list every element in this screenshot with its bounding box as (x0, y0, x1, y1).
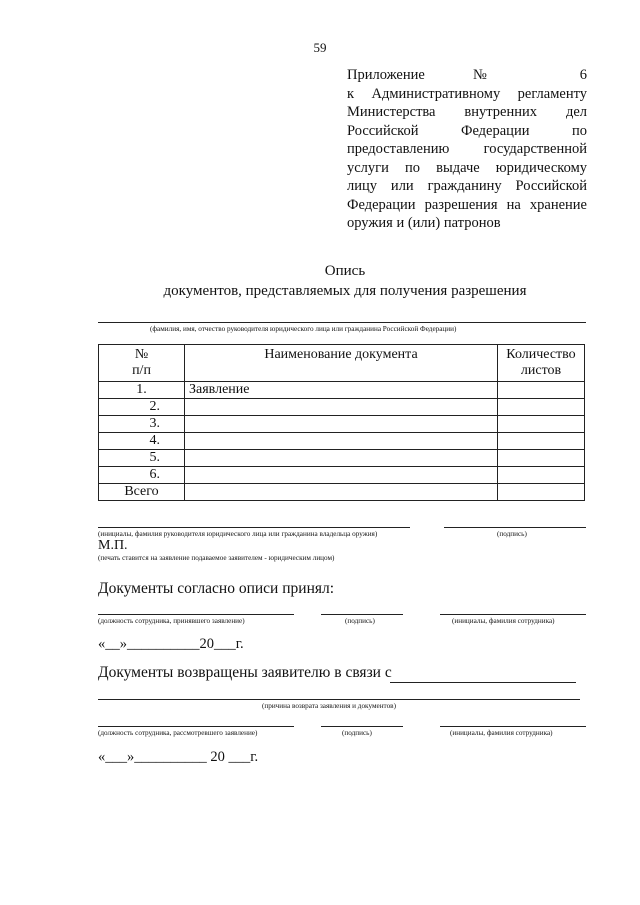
header-count-line1: Количество (506, 347, 576, 362)
returned-signature-line[interactable] (321, 726, 403, 727)
table-row (99, 416, 585, 433)
table-header-row (99, 345, 585, 382)
applicant-line[interactable] (98, 322, 586, 323)
appendix-line: Приложение № 6 (347, 67, 587, 83)
accepted-heading: Документы согласно описи принял: (98, 580, 335, 597)
row-number: 6. (99, 467, 185, 484)
returned-position-line[interactable] (98, 726, 294, 727)
row-number: 3. (99, 416, 185, 433)
row-number: 5. (99, 450, 185, 467)
table-row (99, 382, 585, 399)
row-sheet-count[interactable] (498, 382, 585, 399)
row-sheet-count[interactable] (498, 416, 585, 433)
appendix-line: лицу или гражданину Российской (347, 178, 587, 194)
row-sheet-count[interactable] (498, 399, 585, 416)
table-row (99, 433, 585, 450)
header-number-line2: п/п (132, 363, 151, 378)
appendix-line: Российской Федерации по (347, 122, 587, 139)
row-number: 1. (99, 382, 185, 399)
appendix-line: Федерации разрешения на хранение (347, 196, 587, 213)
returned-reason-caption: (причина возврата заявления и документов) (262, 702, 396, 710)
row-document-name[interactable] (185, 399, 498, 416)
page-number: 59 (313, 40, 327, 55)
header-document-name: Наименование документа (185, 345, 498, 382)
accepted-position-line[interactable] (98, 614, 294, 615)
header-count-line2: листов (520, 363, 562, 378)
row-document-name[interactable]: Заявление (185, 382, 498, 399)
row-document-name[interactable] (185, 467, 498, 484)
row-sheet-count[interactable] (498, 467, 585, 484)
document-subtitle: документов, представляемых для получения разрешения (163, 283, 527, 299)
accepted-position-caption: (должность сотрудника, принявшего заявление) (98, 617, 245, 625)
header-number-line1: № (134, 347, 149, 362)
accepted-signature-line[interactable] (321, 614, 403, 615)
row-sheet-count[interactable] (498, 450, 585, 467)
row-document-name[interactable] (185, 416, 498, 433)
returned-position-caption: (должность сотрудника, рассмотревшего заявление) (98, 729, 258, 737)
returned-name-caption: (инициалы, фамилия сотрудника) (450, 729, 553, 737)
appendix-line: предоставлению государственной (347, 141, 587, 157)
documents-table (98, 344, 585, 501)
total-blank (185, 484, 498, 501)
returned-heading: Документы возвращены заявителю в связи с (98, 664, 392, 681)
returned-name-line[interactable] (440, 726, 586, 727)
signer-signature-caption: (подпись) (497, 530, 527, 538)
row-sheet-count[interactable] (498, 433, 585, 450)
returned-reason-line[interactable] (98, 699, 580, 700)
table-total-row (99, 484, 585, 501)
signer-caption: (инициалы, фамилия руководителя юридического лица или гражданина владельца оружия) (98, 530, 378, 538)
row-document-name[interactable] (185, 433, 498, 450)
row-number: 2. (99, 399, 185, 416)
appendix-line: оружия и (или) патронов (347, 215, 501, 231)
stamp-label: М.П. (98, 538, 128, 553)
returned-date[interactable]: «___»__________ 20 ___г. (98, 749, 259, 765)
accepted-date[interactable]: «__»__________20___г. (98, 636, 244, 652)
returned-reason-inline-line[interactable] (390, 682, 576, 683)
signer-signature-line[interactable] (444, 527, 586, 528)
returned-signature-caption: (подпись) (342, 729, 372, 737)
appendix-block (347, 66, 587, 233)
total-count[interactable] (498, 484, 585, 501)
header-number (99, 345, 185, 382)
appendix-line: к Административному регламенту (347, 85, 587, 102)
appendix-line: Министерства внутренних дел (347, 104, 587, 120)
table-row (99, 467, 585, 484)
document-title: Опись (324, 263, 366, 279)
header-sheet-count (498, 345, 585, 382)
applicant-caption: (фамилия, имя, отчество руководителя юридического лица или гражданина Российской Федерации) (150, 325, 457, 333)
row-number: 4. (99, 433, 185, 450)
appendix-line: услуги по выдаче юридическому (347, 159, 587, 176)
total-label: Всего (99, 484, 185, 501)
row-document-name[interactable] (185, 450, 498, 467)
signer-line[interactable] (98, 527, 410, 528)
stamp-caption: (печать ставится на заявление подаваемое заявителем - юридическим лицом) (98, 554, 335, 562)
table-row (99, 450, 585, 467)
accepted-signature-caption: (подпись) (345, 617, 375, 625)
accepted-name-line[interactable] (440, 614, 586, 615)
accepted-name-caption: (инициалы, фамилия сотрудника) (452, 617, 555, 625)
table-row (99, 399, 585, 416)
